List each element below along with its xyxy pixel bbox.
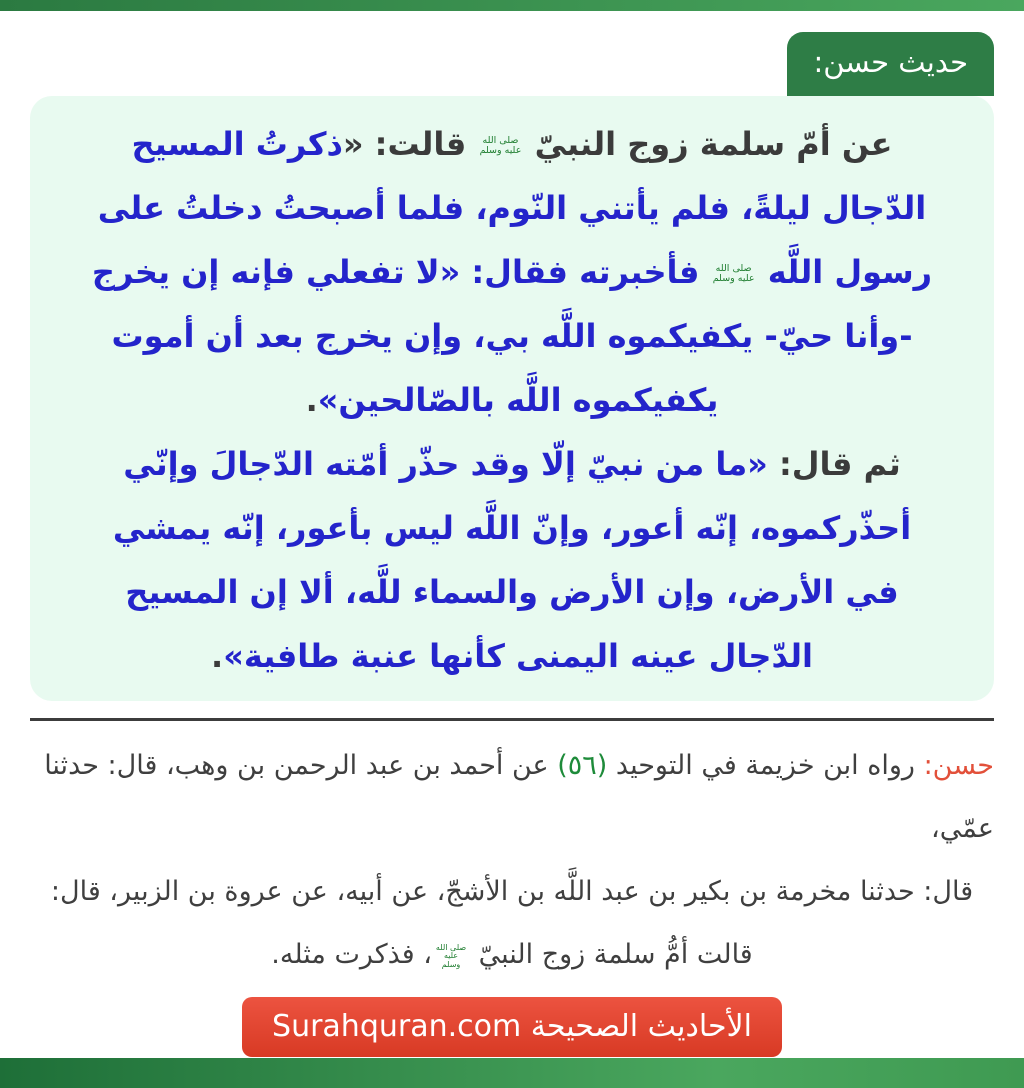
hadith-lines-container (30, 112, 994, 688)
hadith-source-block (30, 734, 994, 986)
hadith-line (30, 560, 994, 624)
text-run: رسول اللَّه (756, 252, 933, 291)
source-paragraphs-container (30, 734, 994, 986)
hadith-line (30, 624, 994, 688)
text-run: . (305, 380, 318, 419)
site-link-button[interactable] (242, 997, 782, 1057)
source-paragraph (30, 734, 994, 860)
text-run: فأخبرته فقال: «لا تفعلي فإنه إن يخرج (91, 252, 711, 291)
text-run: الدّجال عينه اليمنى كأنها عنبة طافية» (223, 636, 813, 675)
footer-row (0, 997, 1024, 1057)
hadith-line (30, 176, 994, 240)
text-run: ذكرتُ المسيح (131, 124, 343, 163)
hadith-line (30, 240, 994, 304)
text-run: عن أحمد بن عبد الرحمن بن وهب، قال: حدثنا عمّي، (44, 749, 994, 844)
text-run: يكفيكموه اللَّه بالصّالحين» (317, 380, 719, 419)
text-run: أحذّركموه، إنّه أعور، وإنّ اللَّه ليس بأعور، إنّه يمشي (112, 508, 912, 547)
text-run: الدّجال ليلةً، فلم يأتني النّوم، فلما أصبحتُ دخلتُ على (97, 188, 927, 227)
text-run: رواه ابن خزيمة في التوحيد (607, 749, 924, 781)
pbuh-seal: صلى الله عليه وسلم (479, 134, 522, 156)
text-run: حسن: (923, 749, 994, 781)
hadith-line (30, 496, 994, 560)
text-run: «ما من نبيّ إلّا وقد حذّر أمّته الدّجالَ وإنّي (123, 444, 768, 483)
text-run: (٥٦) (557, 749, 608, 781)
text-run: ، فذكرت مثله. (271, 938, 433, 970)
pbuh-seal: صلى الله عليه وسلم (435, 942, 467, 969)
hadith-line (30, 304, 994, 368)
site-button-arabic-label: الأحاديث الصحيحة (530, 1008, 752, 1044)
bottom-green-bar (0, 1058, 1024, 1088)
text-run: -وأنا حيّ- يكفيكموه اللَّه بي، وإن يخرج بعد أن أموت (111, 316, 913, 355)
hadith-grade-label: حديث حسن: (813, 45, 968, 79)
site-button-domain-label: Surahquran.com (272, 1008, 522, 1044)
text-run: ثم قال: (767, 444, 901, 483)
hadith-text-card (30, 96, 994, 701)
hadith-line (30, 432, 994, 496)
hadith-line (30, 112, 994, 176)
hadith-line (30, 368, 994, 432)
text-run: عن أمّ سلمة زوج النبيّ (523, 124, 893, 163)
source-paragraph (30, 860, 994, 986)
section-divider (30, 718, 994, 721)
text-run: في الأرض، وإن الأرض والسماء للَّه، ألا إن المسيح (125, 572, 899, 611)
text-run: . (211, 636, 224, 675)
hadith-grade-badge (787, 32, 994, 96)
pbuh-seal: صلى الله عليه وسلم (712, 262, 755, 284)
text-run: قال: حدثنا مخرمة بن بكير بن عبد اللَّه بن الأشجّ، عن أبيه، عن عروة بن الزبير، قال: قالت أمُّ سلمة زوج النبيّ (50, 875, 974, 970)
text-run: قالت: « (342, 124, 478, 163)
top-green-bar (0, 0, 1024, 11)
